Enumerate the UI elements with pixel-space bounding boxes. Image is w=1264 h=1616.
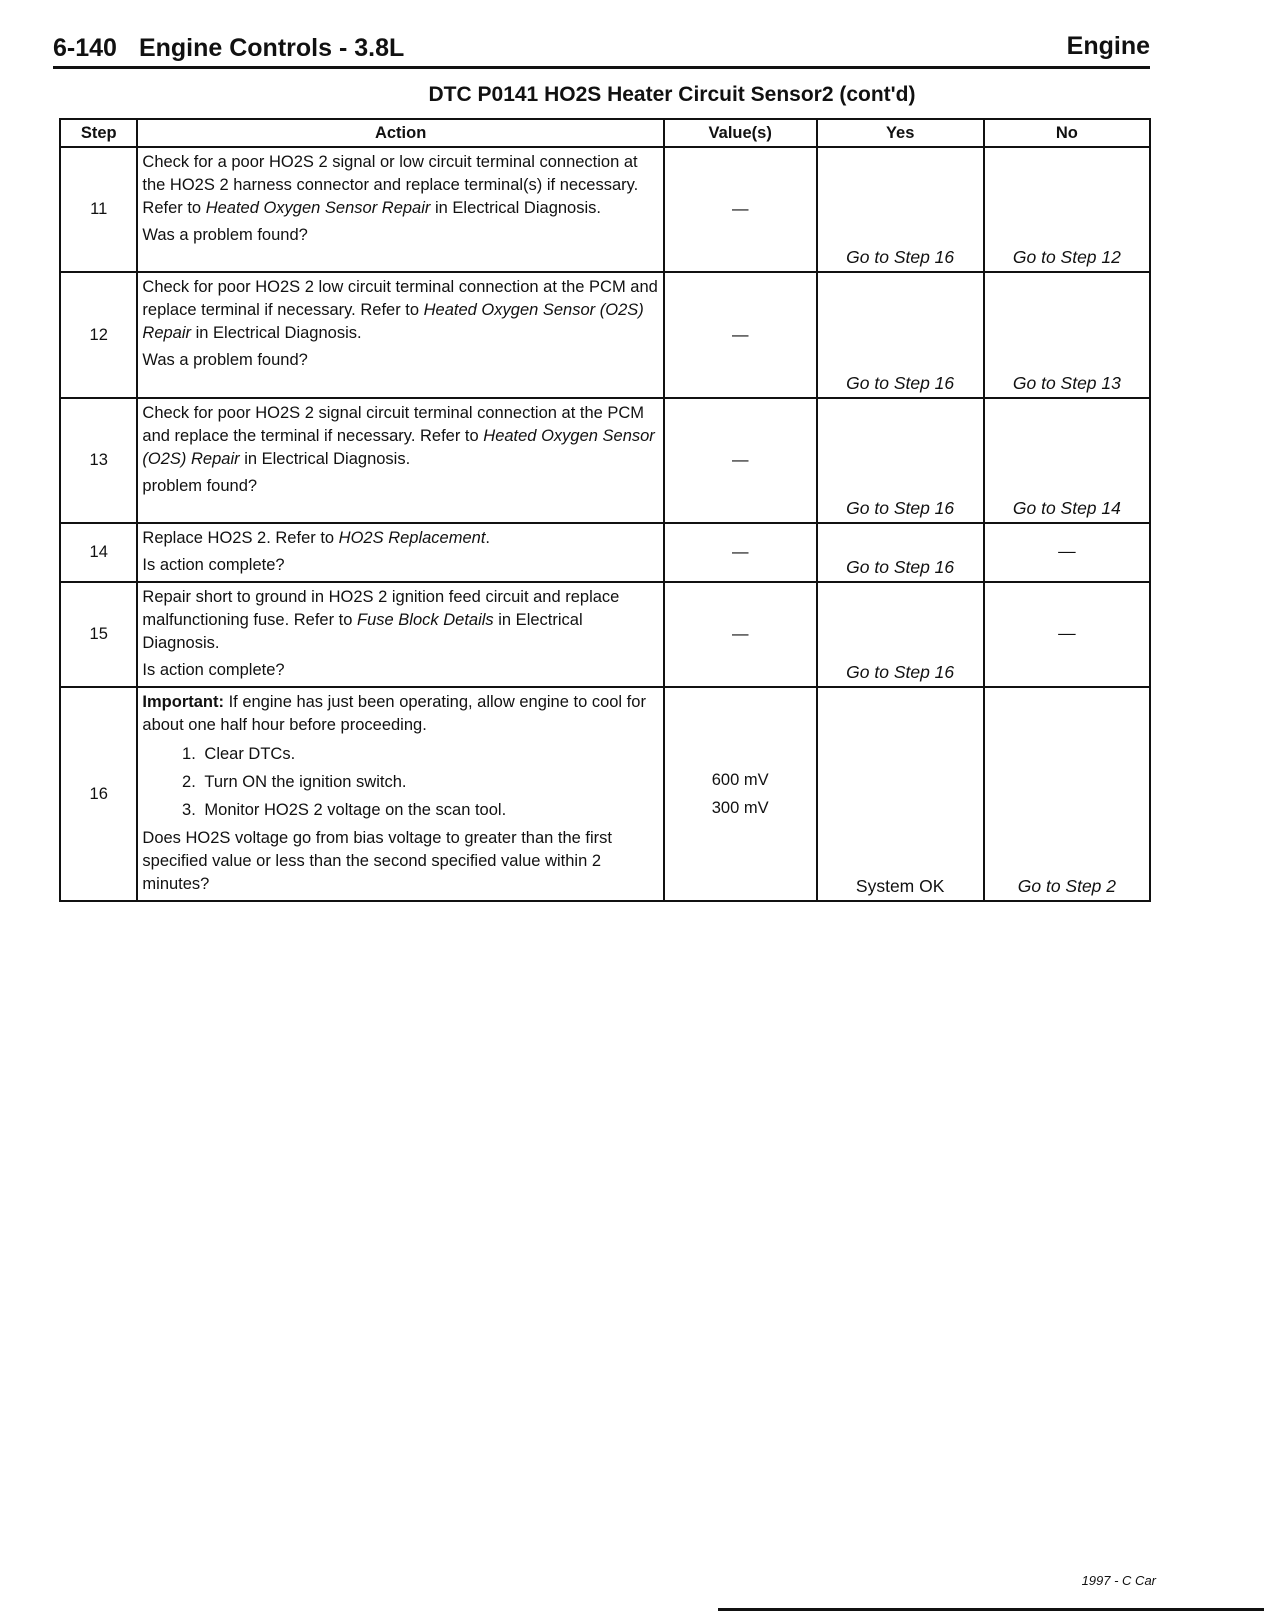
no-result: — xyxy=(984,523,1150,582)
value-cell: — xyxy=(664,272,817,398)
footer-rule xyxy=(718,1608,1264,1611)
action-text xyxy=(142,402,658,471)
no-result: Go to Step 2 xyxy=(984,687,1150,901)
step-number: 11 xyxy=(60,147,137,272)
yes-result: System OK xyxy=(817,687,984,901)
list-item: 3. Monitor HO2S 2 voltage on the scan tool. xyxy=(200,799,658,822)
table-row xyxy=(60,272,1150,398)
value-cell: — xyxy=(664,398,817,523)
table-row xyxy=(60,523,1150,582)
value-cell: — xyxy=(664,147,817,272)
action-text-part: in Electrical Diagnosis. xyxy=(191,324,362,342)
header-left xyxy=(53,34,404,63)
value-first: 600 mV xyxy=(711,771,769,789)
reference-link: Heated Oxygen Sensor Repair xyxy=(205,199,431,217)
list-item: 2. Turn ON the ignition switch. xyxy=(200,771,658,794)
column-header-step: Step xyxy=(60,119,137,147)
table-header-row xyxy=(60,119,1150,147)
table-row xyxy=(60,687,1150,901)
action-question: Was a problem found? xyxy=(142,351,308,369)
important-note xyxy=(142,691,658,737)
page-header xyxy=(53,34,1150,70)
action-text xyxy=(142,151,658,220)
action-text-part: Check for poor HO2S 2 low circuit terminal connection at the PCM and replace terminal if necessary. Refer to xyxy=(142,278,658,319)
step-number: 12 xyxy=(60,272,137,398)
value-cell: — xyxy=(664,523,817,582)
action-cell xyxy=(137,272,663,398)
reference-link: Heated Oxygen Sensor (O2S) Repair xyxy=(142,427,655,468)
important-label: Important: xyxy=(142,693,224,711)
reference-link: HO2S Replacement xyxy=(338,529,486,547)
table-row xyxy=(60,398,1150,523)
action-cell xyxy=(137,687,663,901)
yes-result: Go to Step 16 xyxy=(817,272,984,398)
step-number: 16 xyxy=(60,687,137,901)
footer-note: 1997 - C Car xyxy=(1081,1573,1156,1588)
yes-result: Go to Step 16 xyxy=(817,147,984,272)
action-text-part: . xyxy=(485,529,491,547)
reference-link: Heated Oxygen Sensor (O2S) Repair xyxy=(142,301,644,342)
no-result: — xyxy=(984,582,1150,687)
diagnostic-table xyxy=(59,118,1151,902)
action-text-part: in Electrical Diagnosis. xyxy=(239,450,411,468)
step-number: 13 xyxy=(60,398,137,523)
step-number: 15 xyxy=(60,582,137,687)
action-text xyxy=(142,586,658,655)
header-rule xyxy=(53,66,1150,69)
table-row xyxy=(60,147,1150,272)
step-number: 14 xyxy=(60,523,137,582)
column-header-yes: Yes xyxy=(817,119,984,147)
action-cell xyxy=(137,523,663,582)
page-number: 6-140 xyxy=(53,34,117,62)
action-question: Is action complete? xyxy=(142,556,285,574)
action-question: Does HO2S voltage go from bias voltage to greater than the first specified value or less than the second specified value within 2 minutes? xyxy=(142,829,612,893)
value-second: 300 mV xyxy=(711,799,769,817)
yes-result: Go to Step 16 xyxy=(817,582,984,687)
action-cell xyxy=(137,582,663,687)
action-text xyxy=(142,276,658,345)
action-text-part: in Electrical Diagnosis. xyxy=(430,199,601,217)
value-cell xyxy=(664,687,817,901)
yes-result: Go to Step 16 xyxy=(817,398,984,523)
action-question: problem found? xyxy=(142,477,258,495)
no-result: Go to Step 14 xyxy=(984,398,1150,523)
action-text-part: Check for poor HO2S 2 signal circuit terminal connection at the PCM and replace the terminal if necessary. Refer to xyxy=(142,404,645,445)
document-title: DTC P0141 HO2S Heater Circuit Sensor2 (cont'd) xyxy=(428,83,916,106)
procedure-list xyxy=(142,743,658,822)
action-text-part: Replace HO2S 2. Refer to xyxy=(142,529,339,547)
no-result: Go to Step 13 xyxy=(984,272,1150,398)
no-result: Go to Step 12 xyxy=(984,147,1150,272)
section-title: Engine Controls - 3.8L xyxy=(138,34,405,62)
yes-result: Go to Step 16 xyxy=(817,523,984,582)
action-question: Was a problem found? xyxy=(142,226,308,244)
action-text xyxy=(142,527,658,550)
list-item: 1. Clear DTCs. xyxy=(200,743,658,766)
category-label: Engine xyxy=(1066,32,1150,60)
action-text-part: Repair short to ground in HO2S 2 ignition feed circuit and replace malfunctioning fuse. Refer to xyxy=(142,588,620,629)
table-row xyxy=(60,582,1150,687)
action-cell xyxy=(137,398,663,523)
action-cell xyxy=(137,147,663,272)
column-header-no: No xyxy=(984,119,1150,147)
important-text: If engine has just been operating, allow engine to cool for about one half hour before proceeding. xyxy=(142,693,646,734)
action-question: Is action complete? xyxy=(142,661,285,679)
action-text-part: Check for a poor HO2S 2 signal or low circuit terminal connection at the HO2S 2 harness connector and replace terminal(s) if necessary. Refer to xyxy=(142,153,639,217)
column-header-action: Action xyxy=(137,119,663,147)
value-cell: — xyxy=(664,582,817,687)
column-header-values: Value(s) xyxy=(664,119,817,147)
reference-link: Fuse Block Details xyxy=(357,611,494,629)
action-text-part: in Electrical Diagnosis. xyxy=(142,611,583,652)
